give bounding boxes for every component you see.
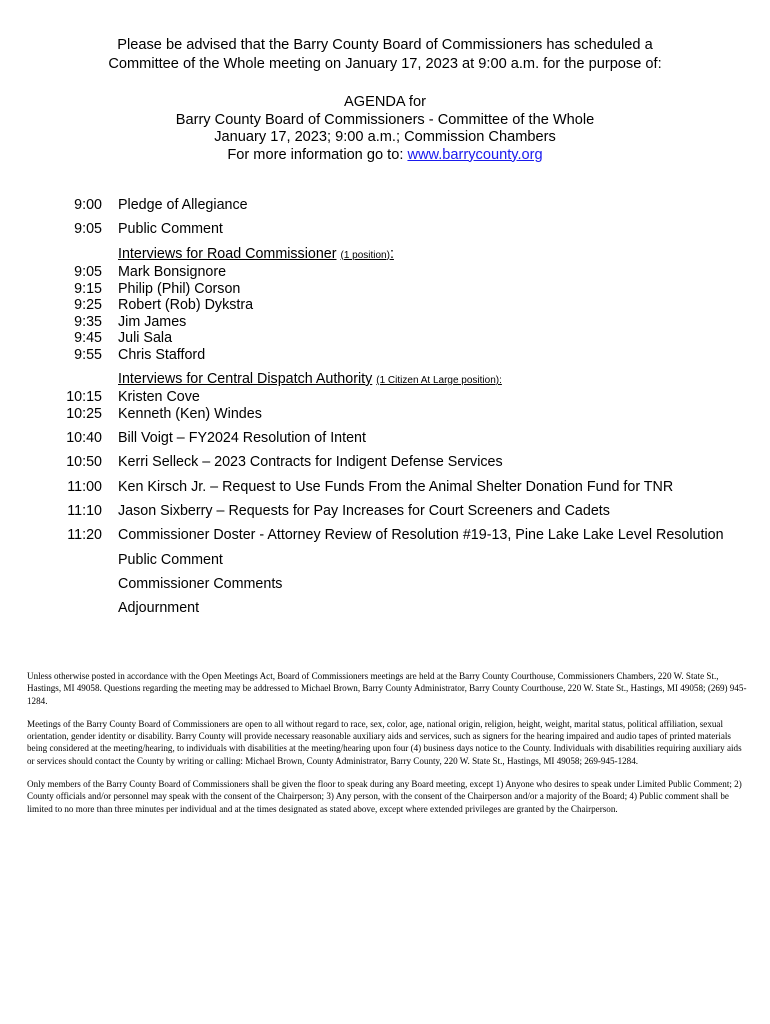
candidate-row [60,264,760,281]
agenda-item [60,503,760,520]
candidate-row [60,347,760,364]
agenda-item [60,221,760,238]
agenda-board-line: Barry County Board of Commissioners - Committee of the Whole [175,111,595,128]
notes-accessibility-paragraph: Meetings of the Barry County Board of Commissioners are open to all without regard to race, sex, color, age, national origin, religion, height, weight, marital status, political affiliation, sexual orientation, gender identity or disability. Barry County will provide necessary reasonable auxiliary aids and services, such as signers for the hearing impaired and audio tapes of printed materials being considered at the meeting/hearing, to individuals with disabilities at the meeting/hearing upon four (4) business days notice to the County. Individuals with disabilities requiring auxiliary aids or services should contact the County by writing or calling: Michael Brown, County Administrator, Barry County, 220 W. State St., Hastings, MI 49058; 269-945-1284. [27,718,742,766]
item-time: 9:35 [74,313,102,330]
road-heading-colon: : [389,245,394,262]
candidate-row [60,281,760,298]
candidate-name: Robert (Rob) Dykstra [118,297,254,314]
item-text: Commissioner Doster - Attorney Review of Resolution #19-13, Pine Lake Lake Level Resolution [118,527,724,544]
intro-statement [0,36,770,73]
closing-item [60,576,760,593]
candidate-row [60,330,760,347]
item-text: Pledge of Allegiance [118,197,248,213]
agenda-date-line: January 17, 2023; 9:00 a.m.; Commission Chambers [214,129,556,145]
candidate-name: Philip (Phil) Corson [118,280,241,297]
item-text: Jason Sixberry – Requests for Pay Increases for Court Screeners and Cadets [118,503,610,520]
candidate-name: Kristen Cove [118,389,200,406]
county-website-link[interactable]: www.barrycounty.org [407,146,543,163]
item-text: Bill Voigt – FY2024 Resolution of Intent [118,430,366,447]
agenda-item [60,479,760,496]
item-time: 9:15 [74,280,102,297]
item-text: Commissioner Comments [118,575,283,592]
candidate-row [60,406,760,423]
item-text: Ken Kirsch Jr. – Request to Use Funds From the Animal Shelter Donation Fund for TNR [118,478,674,495]
candidate-row [60,314,760,331]
intro-line-1: Please be advised that the Barry County Board of Commissioners has scheduled a [117,37,653,53]
item-time: 11:20 [67,527,102,544]
item-text: Public Comment [118,221,223,238]
candidate-row [60,389,760,406]
item-time: 9:45 [74,330,102,347]
info-prefix: For more information go to: [227,146,408,163]
candidate-name: Jim James [118,313,187,330]
road-heading-note: (1 position) [340,249,390,261]
agenda-info-line [0,147,770,165]
candidate-name: Juli Sala [118,330,173,347]
candidate-row [60,297,760,314]
item-time: 11:00 [67,478,102,495]
closing-item [60,552,760,569]
road-commissioner-heading [60,246,760,265]
item-time: 9:00 [74,197,102,213]
item-time: 11:10 [67,503,102,520]
agenda-header [0,94,770,164]
closing-item [60,600,760,617]
agenda-item [60,430,760,447]
item-time: 9:05 [74,221,102,238]
candidate-name: Kenneth (Ken) Windes [118,405,262,422]
notes-speaking-rules-paragraph: Only members of the Barry County Board of Commissioners shall be given the floor to speak during any Board meeting, except 1) Anyone who desires to speak under Limited Public Comment; 2) County officials and/or personnel may speak with the consent of the Chairperson; 3) Any person, with the consent of the Chairperson and/or a majority of the Board; 4) Public comment shall be limited to no more than three minutes per individual and at the times designated as stated above, except where extended privileges are granted by the Chairperson. [27,779,742,814]
item-time: 10:50 [66,454,102,471]
agenda-item [60,197,760,214]
candidate-name: Mark Bonsignore [118,264,227,281]
meeting-notes [27,670,747,826]
item-time: 10:40 [66,430,102,447]
item-text: Adjournment [118,600,200,617]
item-time: 9:25 [74,297,102,314]
dispatch-heading-text: Interviews for Central Dispatch Authority [118,370,373,387]
dispatch-heading-note: (1 Citizen At Large position): [376,374,502,386]
item-time: 10:25 [66,405,102,422]
agenda-item [60,454,760,471]
agenda-title: AGENDA for [344,94,426,110]
item-text: Public Comment [118,551,223,568]
item-time: 10:15 [66,389,102,406]
item-text: Kerri Selleck – 2023 Contracts for Indigent Defense Services [118,454,503,471]
agenda-item [60,527,760,544]
item-time: 9:05 [74,264,102,281]
item-time: 9:55 [74,346,102,363]
intro-line-2: Committee of the Whole meeting on January 17, 2023 at 9:00 a.m. for the purpose of: [108,55,662,72]
dispatch-authority-heading [60,371,760,390]
candidate-name: Chris Stafford [118,346,206,363]
agenda-items [60,197,760,617]
road-heading-text: Interviews for Road Commissioner [118,245,337,262]
notes-location-paragraph: Unless otherwise posted in accordance with the Open Meetings Act, Board of Commissioners meetings are held at the Barry County Courthouse, Commissioners Chambers, 220 W. State St., Hastings, MI 49058. Questions regarding the meeting may be addressed to Michael Brown, Barry County Administrator, Barry County Courthouse, 220 W. State St., Hastings, MI 49058; (269) 945-1284. [27,671,747,706]
